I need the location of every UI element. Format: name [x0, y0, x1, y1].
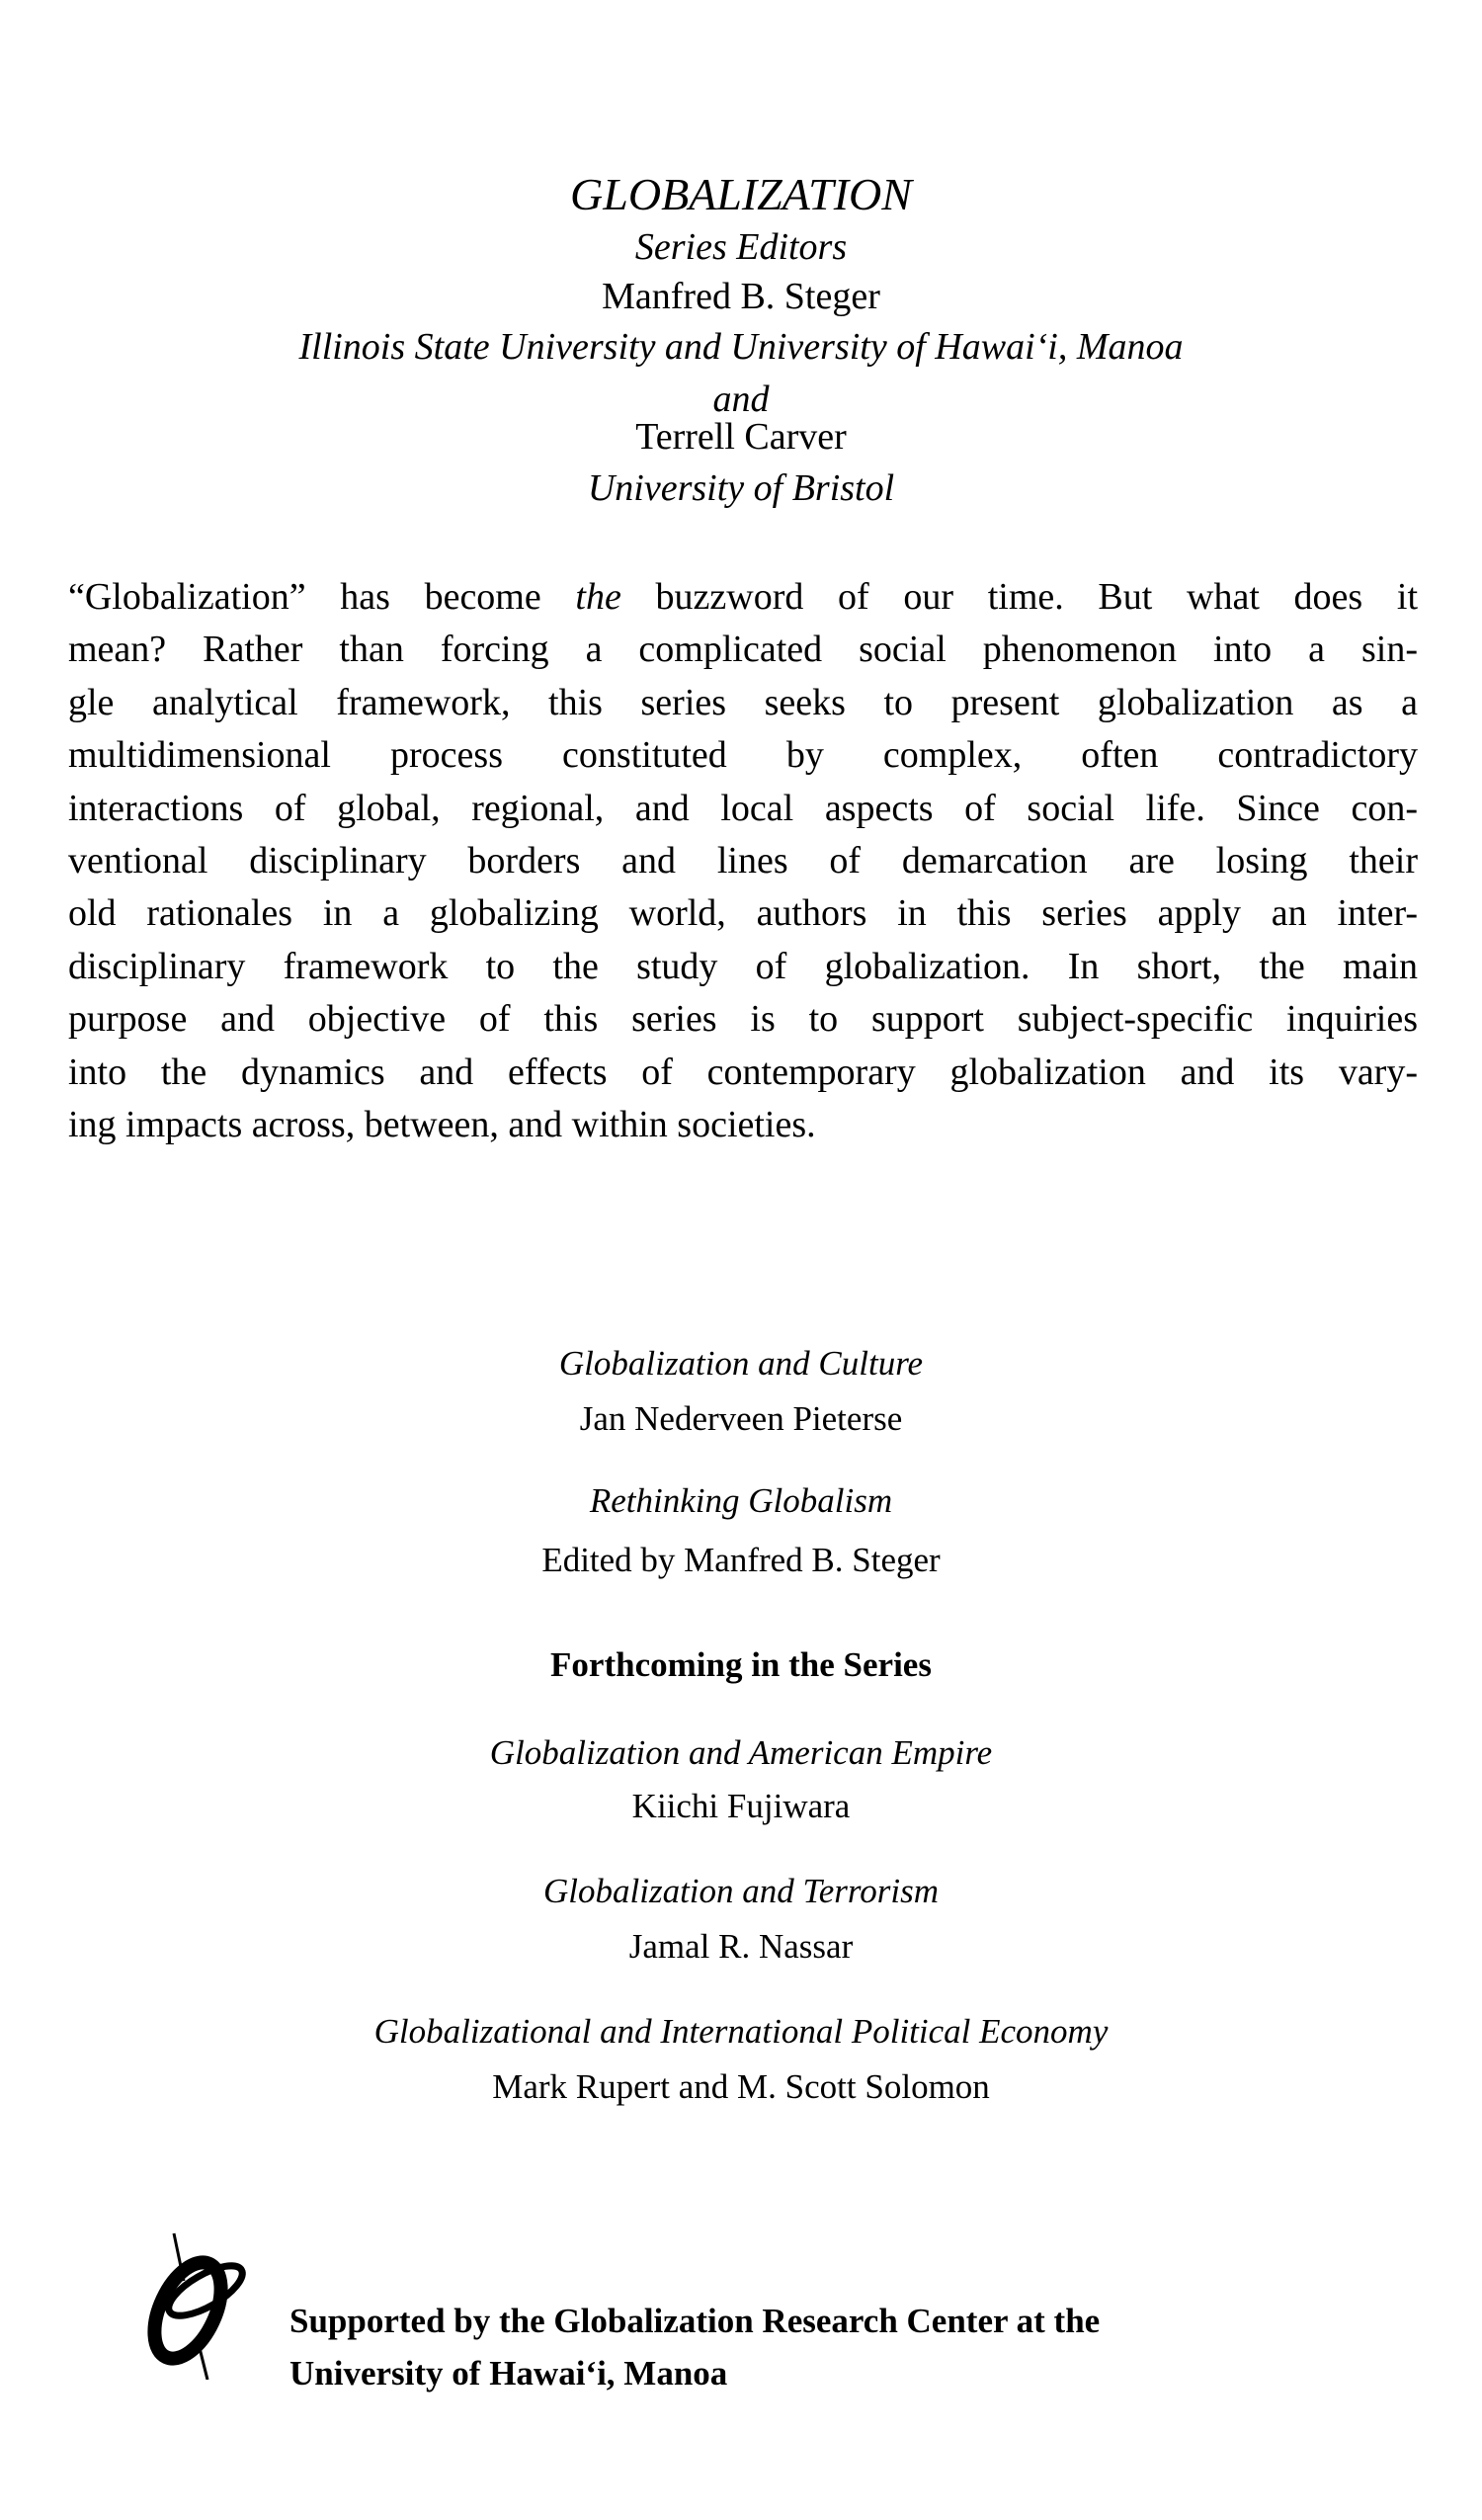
support-line: University of Hawai‘i, Manoa [289, 2354, 728, 2393]
text: “Globalization” has become [68, 576, 576, 618]
description-line: ing impacts across, between, and within societies. [68, 1103, 816, 1145]
emphasis: the [575, 576, 621, 618]
globalization-research-center-logo [126, 2231, 255, 2380]
support-line: Supported by the Globalization Research Center at the [289, 2302, 1101, 2340]
series-description [68, 571, 1418, 1151]
description-line: interactions of global, regional, and local aspects of social life. Since con- [68, 787, 1418, 829]
book-title: Globalization and American Empire [489, 1733, 993, 1772]
book-author: Mark Rupert and M. Scott Solomon [492, 2067, 990, 2106]
description-line: ventional disciplinary borders and lines of demarcation are losing their [68, 839, 1418, 882]
book-title: Globalization and Culture [558, 1344, 924, 1383]
description-line: mean? Rather than forcing a complicated social phenomenon into a sin- [68, 629, 1418, 671]
description-line: gle analytical framework, this series seeks to present globalization as a [68, 681, 1418, 723]
conjunction: and [712, 378, 770, 420]
book-title: Globalizational and International Political Economy [373, 2012, 1109, 2051]
editor-affiliation: University of Bristol [587, 467, 895, 509]
editor-name: Terrell Carver [635, 416, 847, 458]
description-line: disciplinary framework to the study of globalization. In short, the main [68, 945, 1418, 987]
description-line: multidimensional process constituted by complex, often contradictory [68, 734, 1418, 777]
forthcoming-heading: Forthcoming in the Series [550, 1645, 932, 1684]
book-author: Jamal R. Nassar [628, 1927, 854, 1966]
text: buzzword of our time. But what does it [620, 576, 1419, 618]
book-author: Edited by Manfred B. Steger [541, 1541, 941, 1579]
support-note [289, 2295, 1100, 2399]
book-title: Globalization and Terrorism [543, 1872, 939, 1910]
editor-affiliation: Illinois State University and University of Hawai‘i, Manoa [298, 326, 1184, 368]
book-author: Jan Nederveen Pieterse [579, 1399, 903, 1438]
series-editors-label: Series Editors [634, 226, 848, 268]
book-title: Rethinking Globalism [589, 1481, 893, 1520]
description-line: old rationales in a globalizing world, authors in this series apply an inter- [68, 892, 1418, 935]
series-title: GLOBALIZATION [570, 169, 912, 219]
description-line: purpose and objective of this series is to support subject-specific inquiries [68, 998, 1418, 1041]
editor-name: Manfred B. Steger [602, 276, 880, 317]
description-line: into the dynamics and effects of contemporary globalization and its vary- [68, 1050, 1418, 1093]
book-author: Kiichi Fujiwara [631, 1787, 851, 1825]
description-line [68, 571, 1418, 624]
